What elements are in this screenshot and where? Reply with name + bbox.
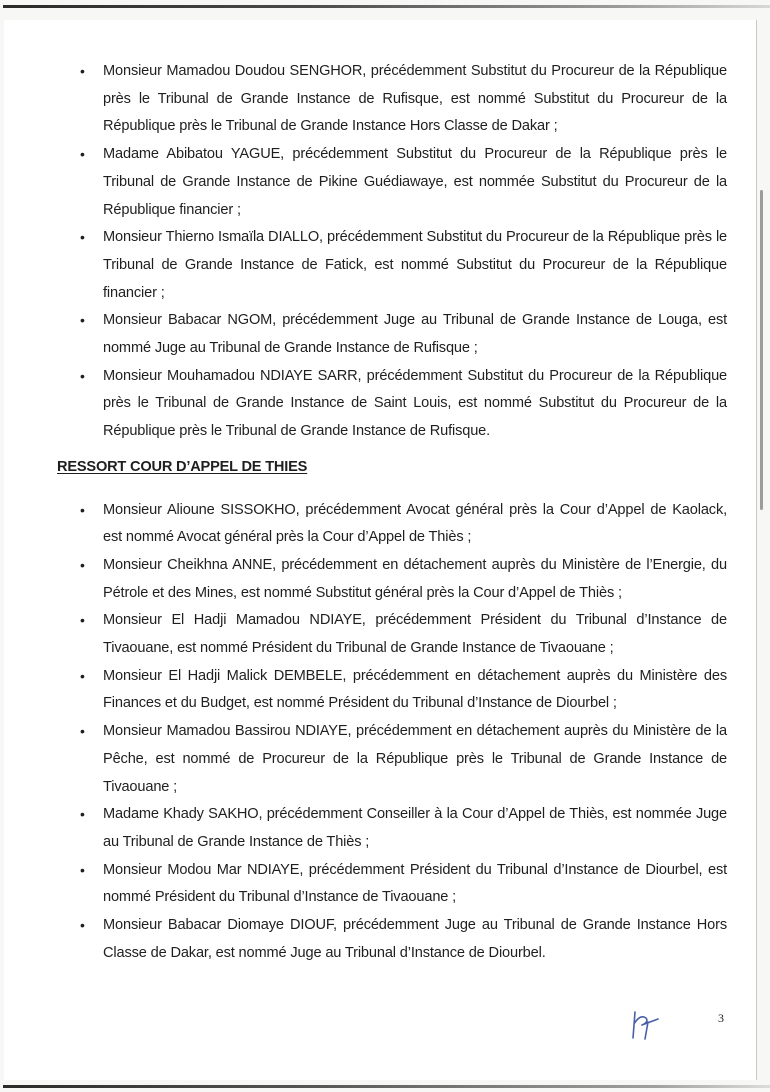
bullet-icon: • (80, 229, 85, 246)
bullet-icon: • (80, 723, 85, 740)
top-scan-border (3, 5, 770, 8)
bullet-icon: • (80, 367, 85, 384)
list-item (57, 663, 727, 718)
list-item (57, 607, 727, 662)
bullet-icon: • (80, 612, 85, 629)
list-item (57, 857, 727, 912)
bullet-icon: • (80, 667, 85, 684)
bullet-icon: • (80, 501, 85, 518)
list-item (57, 718, 727, 801)
list-item-text: Monsieur Cheikhna ANNE, précédemment en détachement auprès du Ministère de l’Energie, du Pétrole et des Mines, est nommé Substitut général près la Cour d’Appel de Thiès ; (103, 556, 727, 601)
list-item-text: Monsieur Mamadou Doudou SENGHOR, précédemment Substitut du Procureur de la République près le Tribunal de Grande Instance de Rufisque, est nommé Substitut du Procureur de la République près le Tribunal de Grande Instance Hors Classe de Dakar ; (103, 63, 727, 135)
list-item (57, 58, 727, 141)
list-item-text: Monsieur Thierno Ismaïla DIALLO, précédemment Substitut du Procureur de la République près le Tribunal de Grande Instance de Fatick, est nommé Substitut du Procureur de la République financier ; (103, 229, 727, 301)
appointment-list-section-1 (57, 58, 727, 446)
list-item-text: Madame Khady SAKHO, précédemment Conseiller à la Cour d’Appel de Thiès, est nommée Juge au Tribunal de Grande Instance de Thiès ; (103, 806, 727, 850)
list-item (57, 801, 727, 856)
bullet-icon: • (80, 806, 85, 823)
page-number: 3 (718, 1011, 724, 1025)
list-item-text: Monsieur Alioune SISSOKHO, précédemment Avocat général près la Cour d’Appel de Kaolack, est nommé Avocat général près la Cour d’Appel de Thiès ; (103, 501, 727, 546)
list-item (57, 141, 727, 224)
bullet-icon: • (80, 917, 85, 934)
list-item-text: Monsieur Mouhamadou NDIAYE SARR, précédemment Substitut du Procureur de la République près le Tribunal de Grande Instance de Saint Louis, est nommé Substitut du Procureur de la République près le Tribunal de Grande Instance de Rufisque. (103, 367, 727, 440)
list-item (57, 497, 727, 552)
list-item-text: Madame Abibatou YAGUE, précédemment Substitut du Procureur de la République près le Tribunal de Grande Instance de Pikine Guédiawaye, est nommée Substitut du Procureur de la République financier ; (103, 146, 727, 218)
bottom-scan-border (3, 1085, 770, 1088)
appointment-list-section-2 (57, 497, 727, 968)
section-heading: RESSORT COUR D’APPEL DE THIES (57, 458, 308, 475)
list-item-text: Monsieur El Hadji Malick DEMBELE, précédemment en détachement auprès du Ministère des Finances et du Budget, est nommé Président du Tribunal d’Instance de Diourbel ; (103, 667, 727, 712)
list-item (57, 912, 727, 967)
bullet-icon: • (80, 146, 85, 163)
list-item (57, 224, 727, 307)
list-item-text: Monsieur El Hadji Mamadou NDIAYE, précédemment Président du Tribunal d’Instance de Tivaouane, est nommé Président du Tribunal de Grande Instance de Tivaouane ; (103, 612, 727, 657)
list-item-text: Monsieur Mamadou Bassirou NDIAYE, précédemment en détachement auprès du Ministère de la Pêche, est nommé de Procureur de la République près le Tribunal de Grande Instance de Tivaouane ; (103, 723, 727, 795)
list-item (57, 552, 727, 607)
document-body (57, 58, 727, 968)
bullet-icon: • (80, 861, 85, 878)
list-item-text: Monsieur Babacar NGOM, précédemment Juge au Tribunal de Grande Instance de Louga, est nommé Juge au Tribunal de Grande Instance de Rufisque ; (103, 312, 727, 357)
scrollbar-thumb[interactable] (760, 190, 763, 510)
bullet-icon: • (80, 312, 85, 329)
list-item-text: Monsieur Modou Mar NDIAYE, précédemment Président du Tribunal d’Instance de Diourbel, est nommé Président du Tribunal d’Instance de Tivaouane ; (103, 861, 727, 906)
bullet-icon: • (80, 556, 85, 573)
bullet-icon: • (80, 63, 85, 79)
list-item-text: Monsieur Babacar Diomaye DIOUF, précédemment Juge au Tribunal de Grande Instance Hors Classe de Dakar, est nommé Juge au Tribunal d’Instance de Diourbel. (103, 917, 727, 961)
handwritten-initials-signature (628, 1008, 664, 1042)
list-item (57, 307, 727, 362)
list-item (57, 363, 727, 446)
